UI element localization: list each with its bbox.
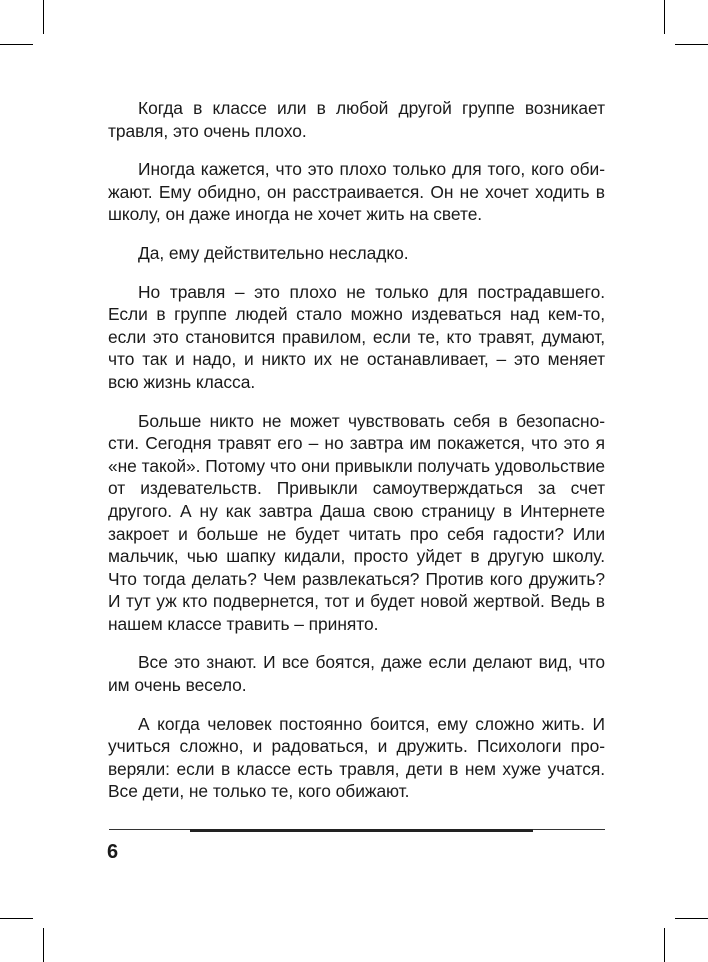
- footer-rule-accent: [190, 829, 533, 832]
- paragraph: Больше никто не может чувствовать себя в безопасности. Сегодня травят его – но завтра им покажется, что это я «не такой». Потому что они привыкли получать удовольствие от издевательств. Привыкли самоутверждаться за счет другого. А ну как завтра Даша свою страницу в Интернете закроет и больше не будет читать про себя гадости? Или мальчик, чью шапку кидали, просто уйдет в другую школу. Что тогда делать? Чем развлекаться? Против кого дружить? И тут уж кто подвернется, тот и будет новой жертвой. Ведь в нашем классе травить – принято.: [108, 410, 605, 634]
- crop-mark: [664, 928, 665, 962]
- body-text: [108, 97, 605, 819]
- page-number: 6: [107, 841, 119, 863]
- crop-mark: [675, 918, 708, 919]
- paragraph: Все это знают. И все боятся, даже если делают вид, что им очень весело.: [108, 652, 605, 696]
- crop-mark: [43, 928, 44, 962]
- paragraph: Но травля – это плохо не только для пострадавшего. Если в группе людей стало можно издеваться над кем-то, если это становится правилом, если те, кто травят, думают, что так и надо, и никто их не останавливает, – это меняет всю жизнь класса.: [108, 281, 605, 392]
- paragraph: А когда человек постоянно боится, ему сложно жить. И учиться сложно, и радоваться, и дружить. Психологи проверяли: если в классе есть травля, дети в нем хуже учатся. Все дети, не только те, кого обижают.: [108, 713, 605, 802]
- paragraph: Да, ему действительно несладко.: [138, 242, 409, 263]
- paragraph: Иногда кажется, что это плохо только для того, кого обижают. Ему обидно, он расстраивается. Он не хочет ходить в школу, он даже иногда не хочет жить на свете.: [108, 159, 605, 225]
- crop-mark: [675, 44, 708, 45]
- crop-mark: [43, 0, 44, 34]
- paragraph: Когда в классе или в любой другой группе возникает травля, это очень плохо.: [108, 98, 605, 141]
- crop-mark: [664, 0, 665, 34]
- crop-mark: [0, 918, 33, 919]
- crop-mark: [0, 44, 33, 45]
